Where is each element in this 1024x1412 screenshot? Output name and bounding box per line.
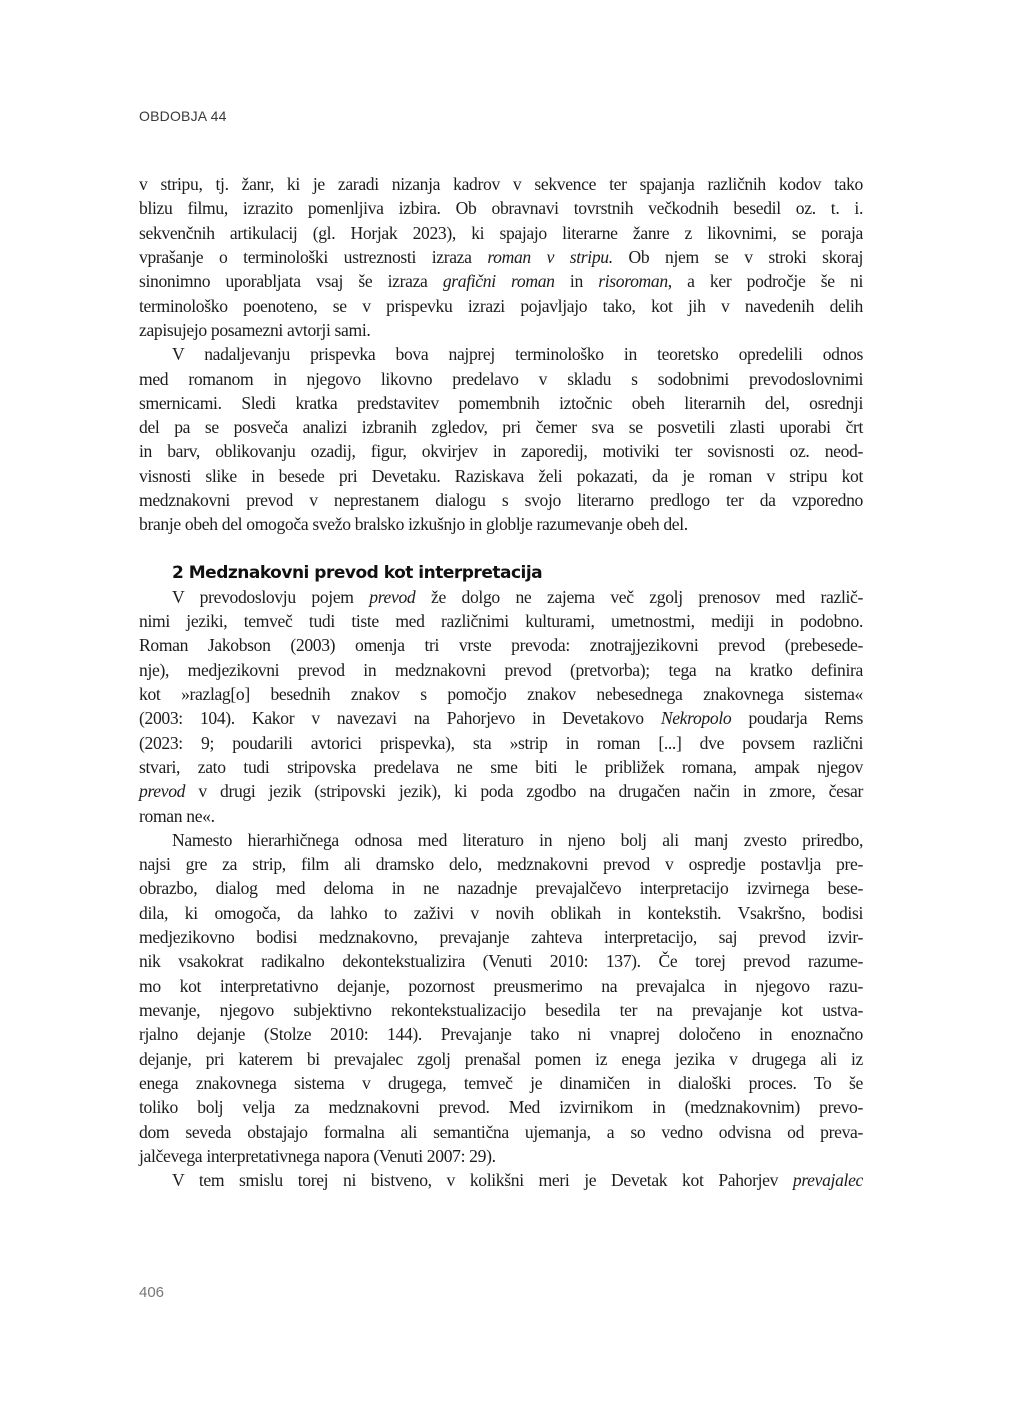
text-line: dejanje, pri katerem bi prevajalec zgolj prenašal pomen iz enega jezika v drugega ali iz	[139, 1048, 863, 1069]
text-line: rjalno dejanje (Stolze 2010: 144). Prevajanje tako ni vnaprej določeno in enoznačno	[139, 1024, 863, 1045]
text-line: mo kot interpretativno dejanje, pozornost preusmerimo na prevajalca in njegovo razu-	[139, 975, 863, 996]
text-line: stvari, zato tudi stripovska predelava ne sme biti le približek romana, ampak njegov	[139, 756, 863, 777]
text-line: toliko bolj velja za medznakovni prevod. Med izvirnikom in (medznakovnim) prevo-	[139, 1097, 863, 1118]
text-run: že dolgo ne zajema več zgolj prenosov med različ-	[415, 586, 864, 607]
text-line: V nadaljevanju prispevka bova najprej terminološko in teoretsko opredelili odnos	[172, 344, 863, 365]
text-line: branje obeh del omogoča svežo bralsko izkušnjo in globlje razumevanje obeh del.	[139, 514, 688, 535]
text-line: (2023: 9; poudarili avtorici prispevka), sta »strip in roman [...] dve povsem različni	[139, 732, 863, 753]
text-line: Roman Jakobson (2003) omenja tri vrste prevoda: znotrajjezikovni prevod (prebesede-	[139, 635, 863, 656]
text-line: roman ne«.	[139, 805, 215, 826]
paragraph-1	[139, 172, 863, 342]
italic-term: grafični roman	[442, 271, 555, 292]
text-line: medznakovni prevod v neprestanem dialogu s svojo literarno predlogo ter da vzporedno	[139, 490, 863, 511]
text-line: Namesto hierarhičnega odnosa med literaturo in njeno bolj ali manj zvesto priredbo,	[172, 829, 863, 850]
text-line: nik vsakokrat radikalno dekontekstualizira (Venuti 2010: 137). Če torej prevod razume-	[139, 951, 863, 972]
spacer	[139, 537, 863, 562]
paragraph-2	[139, 342, 863, 537]
text-run: Ob njem se v stroki skoraj	[612, 246, 863, 267]
text-run: in	[554, 271, 599, 292]
italic-term: prevod	[139, 781, 186, 802]
text-line: jalčevega interpretativnega napora (Venuti 2007: 29).	[139, 1145, 496, 1166]
text-run: poudarja Rems	[731, 708, 863, 729]
text-line: najsi gre za strip, film ali dramsko delo, medznakovni prevod v ospredje postavlja pre-	[139, 854, 863, 875]
text-line: medjezikovno bodisi medznakovno, prevajanje zahteva interpretacijo, saj prevod izvir-	[139, 927, 863, 948]
text-line: obrazbo, dialog med deloma in ne nazadnje prevajalčevo interpretacijo izvirnega bese-	[139, 878, 863, 899]
text-line: kot »razlag[o] besednih znakov s pomočjo znakov nebesednega znakovnega sistema«	[139, 683, 863, 704]
text-line: blizu filmu, izrazito pomenljiva izbira. Ob obravnavi tovrstnih večkodnih besedil oz. t. i.	[139, 198, 863, 219]
text-line: smernicami. Sledi kratka predstavitev pomembnih iztočnic obeh literarnih del, osrednji	[139, 392, 863, 413]
text-run: , a ker področje še ni	[667, 271, 864, 292]
text-line: sekvenčnih artikulacij (gl. Horjak 2023), ki spajajo literarne žanre z likovnimi, se poraja	[139, 222, 863, 243]
text-line	[139, 779, 863, 803]
page-number: 406	[139, 1284, 165, 1301]
italic-term: prevajalec	[792, 1170, 863, 1191]
italic-term: Nekropolo	[660, 708, 732, 729]
italic-term: risoroman	[598, 271, 668, 292]
text-line: del pa se posveča analizi izbranih zgledov, pri čemer sva se posvetili zlasti uporabi črt	[139, 417, 863, 438]
paragraph-4	[139, 828, 863, 1168]
text-line: med romanom in njegovo likovno predelavo v skladu s sodobnimi prevodoslovnimi	[139, 368, 863, 389]
text-line: enega znakovnega sistema v drugega, temveč je dinamičen in dialoški proces. To še	[139, 1072, 863, 1093]
text-line	[139, 706, 863, 730]
text-line: mevanje, njegovo subjektivno rekontekstualizacijo besedila ter na prevajanje kot ustva-	[139, 1000, 863, 1020]
text-line: zapisujejo posamezni avtorji sami.	[139, 319, 371, 340]
body-text	[139, 172, 863, 1193]
text-line: dila, ki omogoča, da lahko to zaživi v novih oblikah in kontekstih. Vsakršno, bodisi	[139, 902, 863, 923]
section-heading: 2 Medznakovni prevod kot interpretacija	[172, 562, 543, 583]
text-line: v stripu, tj. žanr, ki je zaradi nizanja kadrov v sekvence ter spajanja različnih kodov tako	[139, 174, 863, 194]
text-line: nje), medjezikovni prevod in medznakovni prevod (pretvorba); tega na kratko definira	[139, 659, 863, 680]
text-line	[139, 1168, 863, 1192]
text-line	[139, 585, 863, 609]
text-run: sinonimno uporabljata vsaj še izraza	[139, 271, 443, 292]
text-line: nimi jeziki, temveč tudi tiste med različnimi kulturami, umetnostmi, mediji in podobno.	[139, 611, 863, 631]
text-run: (2003: 104). Kakor v navezavi na Pahorjevo in Devetakovo	[139, 708, 661, 729]
italic-term: prevod	[369, 586, 416, 607]
text-run: V prevodoslovju pojem	[172, 586, 370, 607]
text-line: visnosti slike in besede pri Devetaku. Raziskava želi pokazati, da je roman v stripu kot	[139, 465, 863, 486]
text-line: dom seveda obstajajo formalna ali semantična ujemanja, a so vedno odvisna od preva-	[139, 1121, 863, 1142]
text-run: v drugi jezik (stripovski jezik), ki poda zgodbo na drugačen način in zmore, česar	[185, 781, 863, 802]
running-head: OBDOBJA 44	[139, 108, 227, 124]
paragraph-3	[139, 585, 863, 828]
text-line: in barv, oblikovanju ozadij, figur, okvirjev in zaporedij, motiviki ter sovisnosti oz. neod-	[139, 441, 863, 462]
text-run: vprašanje o terminološki ustreznosti izraza	[139, 246, 488, 267]
paragraph-5	[139, 1168, 863, 1192]
text-line	[139, 245, 863, 269]
text-run: V tem smislu torej ni bistveno, v kolikšni meri je Devetak kot Pahorjev	[172, 1170, 793, 1191]
text-line	[139, 269, 863, 293]
italic-term: roman v stripu.	[487, 246, 613, 267]
text-line: terminološko poenoteno, se v prispevku izrazi pojavljajo tako, kot jih v navedenih delih	[139, 295, 863, 316]
